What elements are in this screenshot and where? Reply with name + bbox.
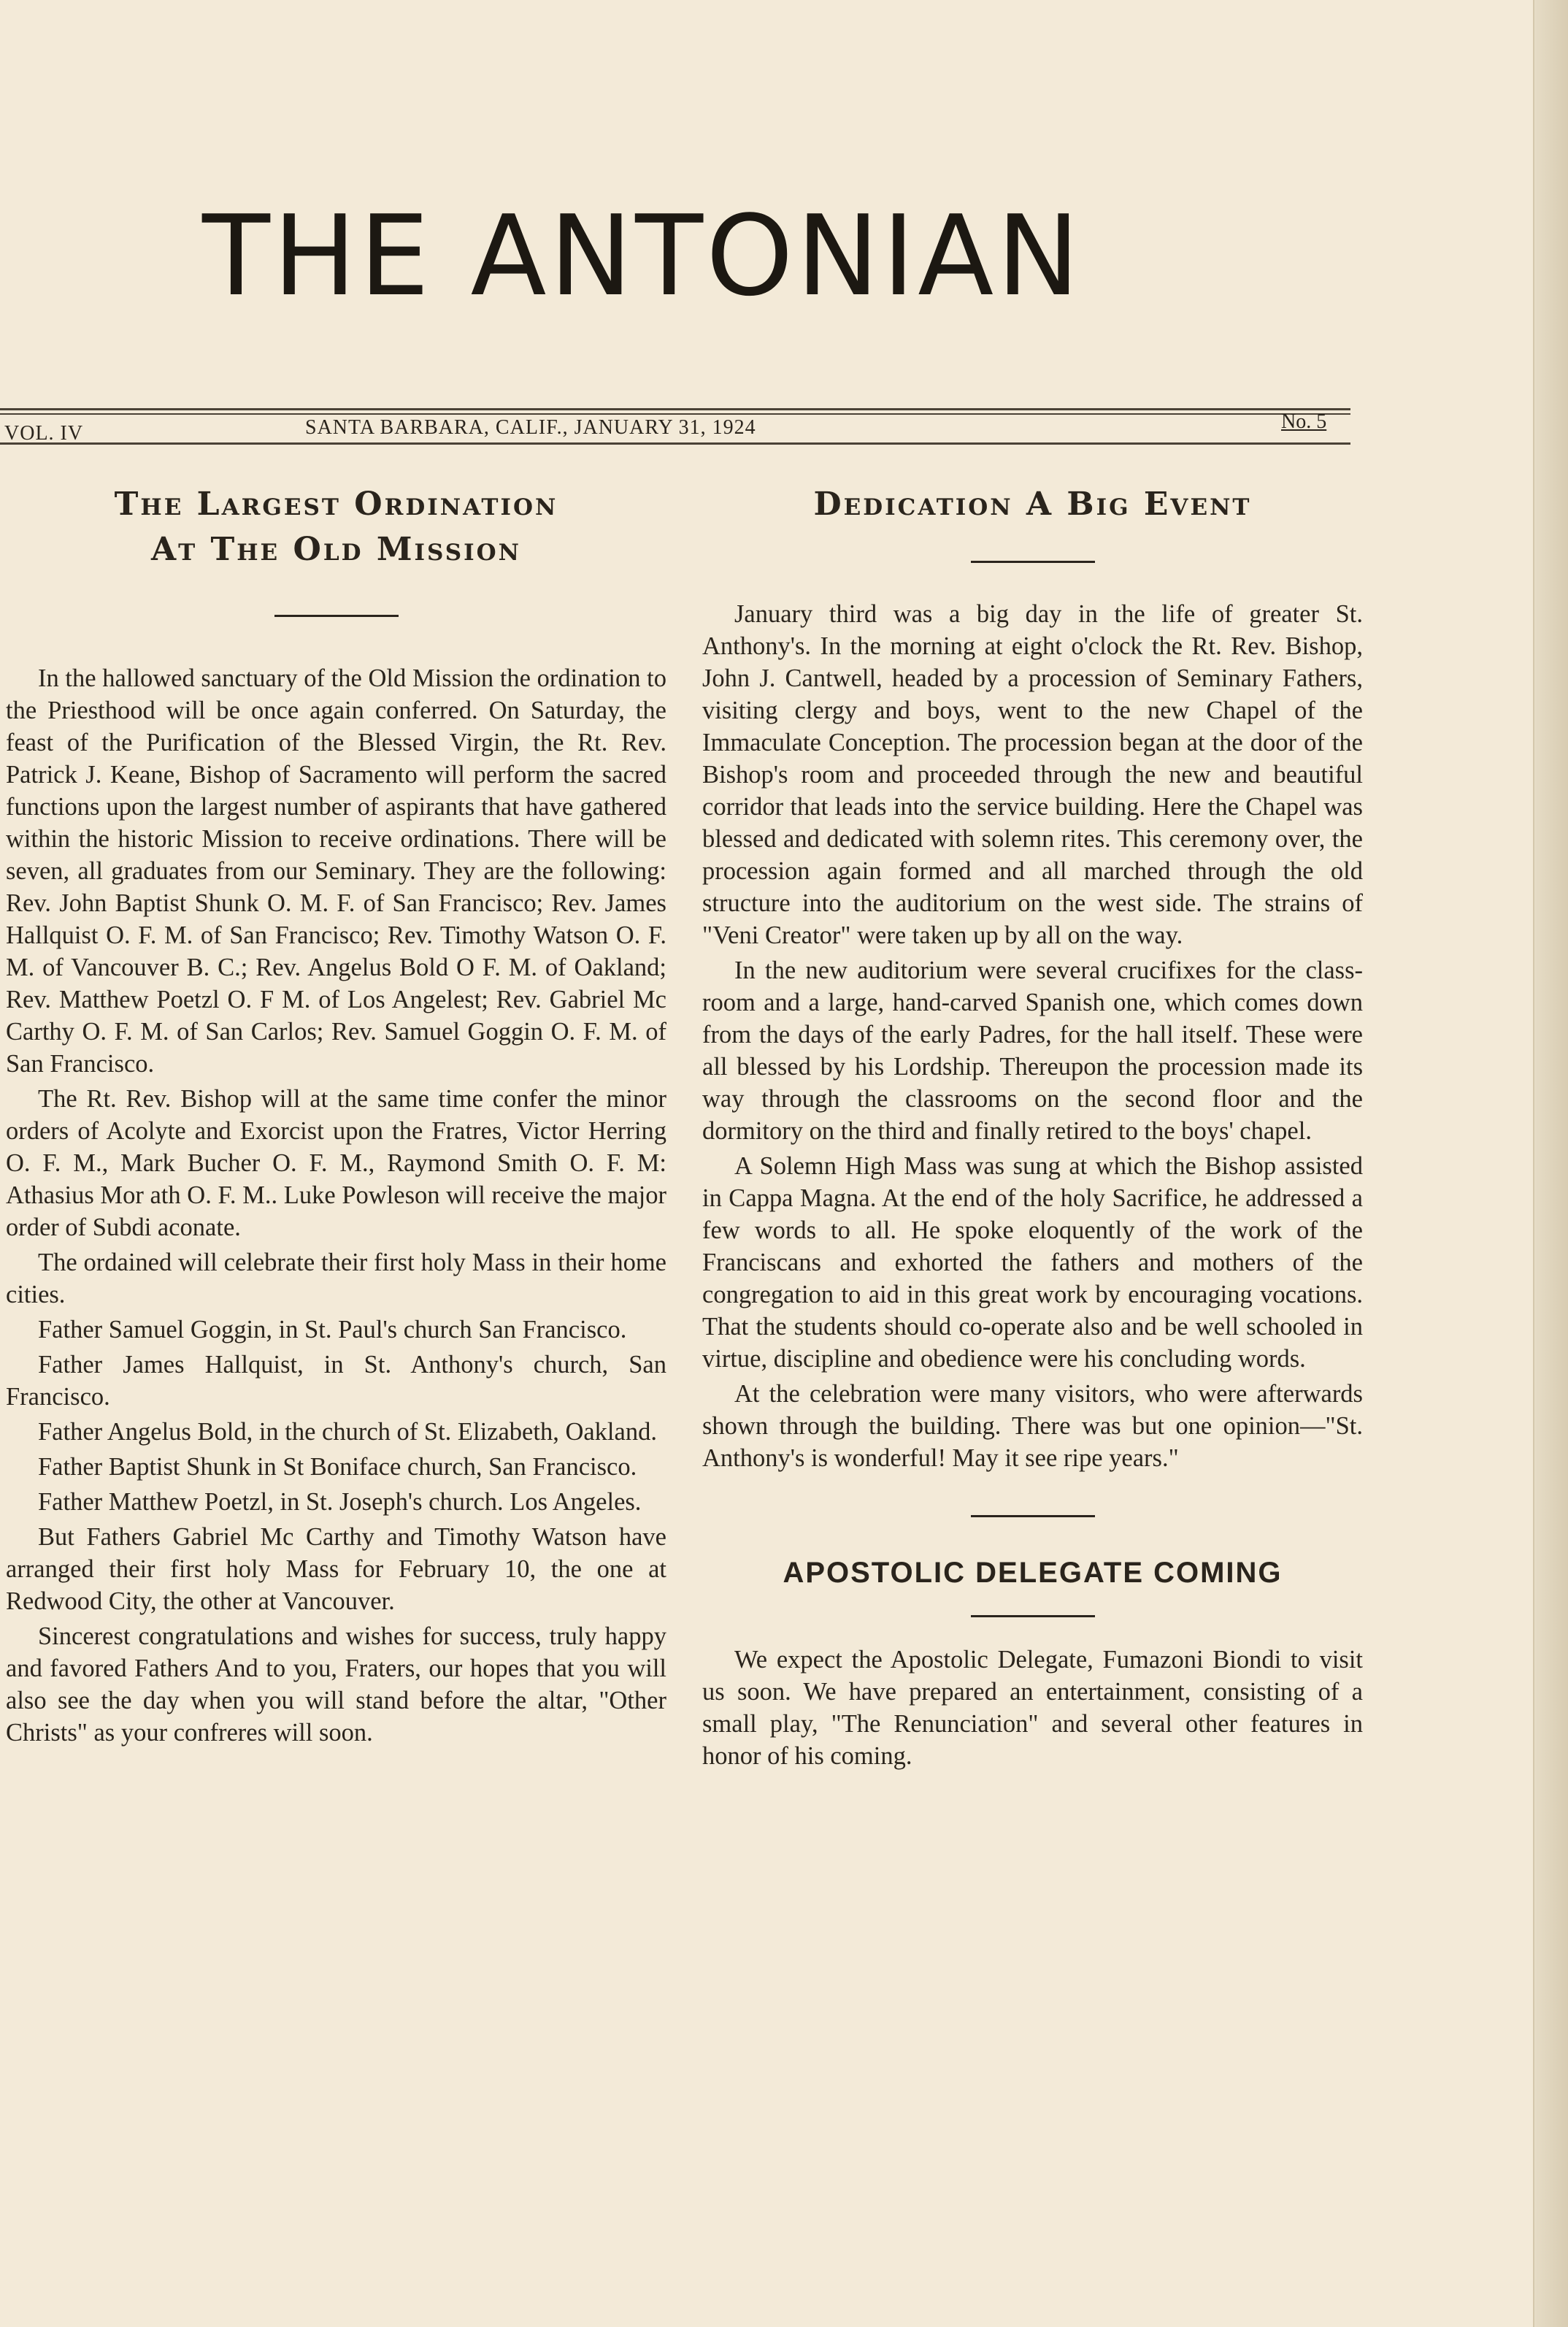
article-paragraph: A Solemn High Mass was sung at which the Bishop assisted in Cappa Magna. At the end of the holy Sacrifice, he addressed a few words to all. He spoke eloquently of the work of the Franciscans and exhorted the fathers and mothers of the congregation to aid in this great work by encouraging vocations. That the students should co-operate also and be well schooled in virtue, discipline and obedience were his concluding words.: [702, 1152, 1363, 1373]
headline-separator: [971, 1615, 1095, 1617]
headline-separator: [274, 615, 399, 617]
right-column: [702, 482, 1363, 1775]
headline-separator: [971, 561, 1095, 563]
dateline-rule: [0, 413, 1350, 415]
dateline-place-date: SANTA BARBARA, CALIF., JANUARY 31, 1924: [305, 416, 756, 439]
article-paragraph: The Rt. Rev. Bishop will at the same time confer the minor orders of Acolyte and Exorcist upon the Fratres, Victor Herring O. F. M., Mark Bucher O. F. M., Raymond Smith O. F. M: Athasius Mor ath O. F. M.. Luke Powleson will receive the major order of Subdi aconate.: [6, 1085, 666, 1241]
headline-line-2: At The Old Mission: [151, 531, 521, 568]
section-separator: [971, 1515, 1095, 1517]
article-paragraph: In the new auditorium were several crucifixes for the class-room and a large, hand-carved Spanish one, which comes down from the days of the early Padres, for the hall itself. These were all blessed by his Lordship. Thereupon the procession made its way through the classrooms on the second floor and the dormitory on the third and finally retired to the boys' chapel.: [702, 957, 1363, 1145]
article-body: [6, 662, 666, 1749]
dateline-rule: [0, 442, 1350, 445]
article-paragraph: At the celebration were many visitors, who were afterwards shown through the building. There was but one opinion—"St. Anthony's is wonderful! May it see ripe years.": [702, 1380, 1363, 1472]
article-headline: Dedication A Big Event: [813, 486, 1252, 523]
article-body: [702, 1644, 1363, 1772]
left-column: [6, 482, 666, 1752]
volume-label: VOL. IV: [4, 422, 84, 445]
masthead-title: THE ANTONIAN: [202, 191, 1083, 321]
dateline-rule: [0, 408, 1350, 410]
article-paragraph: We expect the Apostolic Delegate, Fumazoni Biondi to visit us soon. We have prepared an entertainment, consisting of a small play, "The Renunciation" and several other features in honor of his coming.: [702, 1646, 1363, 1770]
article-paragraph: But Fathers Gabriel Mc Carthy and Timothy Watson have arranged their first holy Mass for February 10, the one at Redwood City, the other at Vancouver.: [6, 1523, 666, 1615]
article-paragraph: Father James Hallquist, in St. Anthony's church, San Francisco.: [6, 1351, 666, 1411]
article-paragraph: Father Angelus Bold, in the church of St. Elizabeth, Oakland.: [38, 1418, 657, 1446]
article-paragraph: Sincerest congratulations and wishes for success, truly happy and favored Fathers And to you, Fraters, our hopes that you will also see the day when you will stand before the altar, "Other Christs" as your confreres will soon.: [6, 1622, 666, 1747]
article-paragraph: In the hallowed sanctuary of the Old Mission the ordination to the Priesthood will be once again conferred. On Saturday, the feast of the Purification of the Blessed Virgin, the Rt. Rev. Patrick J. Keane, Bishop of Sacramento will perform the sacred functions upon the largest number of aspirants that have gathered within the historic Mission to receive ordinations. There will be seven, all graduates from our Seminary. They are the following: Rev. John Baptist Shunk O. M. F. of San Francisco; Rev. James Hallquist O. F. M. of San Francisco; Rev. Timothy Watson O. F. M. of Vancouver B. C.; Rev. Angelus Bold O F. M. of Oakland; Rev. Matthew Poetzl O. F M. of Los Angelest; Rev. Gabriel Mc Carthy O. F. M. of San Carlos; Rev. Samuel Goggin O. F. M. of San Francisco.: [6, 664, 666, 1078]
article-body: [702, 598, 1363, 1474]
headline-line-1: The Largest Ordination: [114, 486, 558, 523]
article-paragraph: Father Matthew Poetzl, in St. Joseph's church. Los Angeles.: [38, 1488, 642, 1516]
page-edge: [1533, 0, 1568, 2327]
article-headline: APOSTOLIC DELEGATE COMING: [783, 1557, 1283, 1589]
issue-number: No. 5: [1281, 410, 1327, 433]
article-paragraph: January third was a big day in the life of greater St. Anthony's. In the morning at eight o'clock the Rt. Rev. Bishop, John J. Cantwell, headed by a procession of Seminary Fathers, visiting clergy and boys, went to the new Chapel of the Immaculate Conception. The procession began at the door of the Bishop's room and proceeded through the new and beautiful corridor that leads into the service building. Here the Chapel was blessed and dedicated with solemn rites. This ceremony over, the procession again formed and all marched through the old structure into the auditorium on the west side. The strains of "Veni Creator" were taken up by all on the way.: [702, 600, 1363, 949]
article-paragraph: Father Samuel Goggin, in St. Paul's church San Francisco.: [38, 1316, 627, 1343]
article-paragraph: Father Baptist Shunk in St Boniface church, San Francisco.: [38, 1453, 637, 1481]
article-paragraph: The ordained will celebrate their first holy Mass in their home cities.: [6, 1249, 666, 1308]
article-headline: [6, 482, 666, 572]
